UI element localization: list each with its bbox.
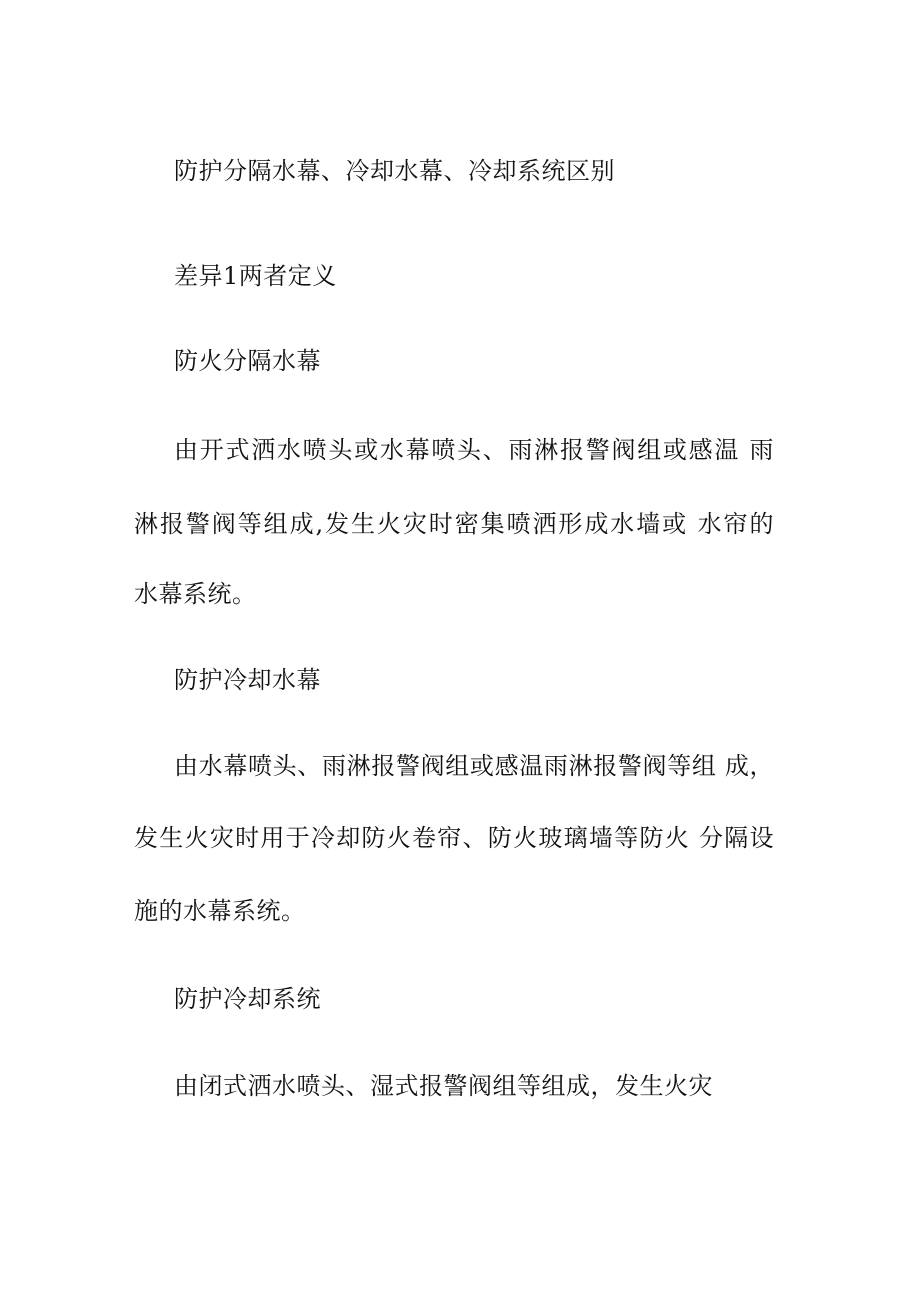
section-heading: 差异1两者定义 — [174, 262, 337, 290]
paragraph-line: 淋报警阀等组成,发生火灾时密集喷洒形成水墙或 水帘的 — [134, 510, 774, 538]
document-title: 防护分隔水幕、冷却水幕、冷却系统区别 — [174, 157, 615, 185]
paragraph-line: 由闭式洒水喷头、湿式报警阀组等组成，发生火灾 — [174, 1072, 713, 1100]
paragraph-line: 水幕系统。 — [134, 580, 257, 608]
subheading-fire-separation-curtain: 防火分隔水幕 — [174, 347, 321, 375]
paragraph-line: 发生火灾时用于冷却防火卷帘、防火玻璃墙等防火 分隔设 — [134, 824, 774, 852]
paragraph-line: 由水幕喷头、雨淋报警阀组或感温雨淋报警阀等组 成， — [174, 752, 774, 780]
subheading-protective-cooling-system: 防护冷却系统 — [174, 985, 321, 1013]
paragraph-line: 施的水幕系统。 — [134, 897, 306, 925]
subheading-protective-cooling-curtain: 防护冷却水幕 — [174, 666, 321, 694]
paragraph-line: 由开式洒水喷头或水幕喷头、雨淋报警阀组或感温 雨 — [174, 436, 774, 464]
